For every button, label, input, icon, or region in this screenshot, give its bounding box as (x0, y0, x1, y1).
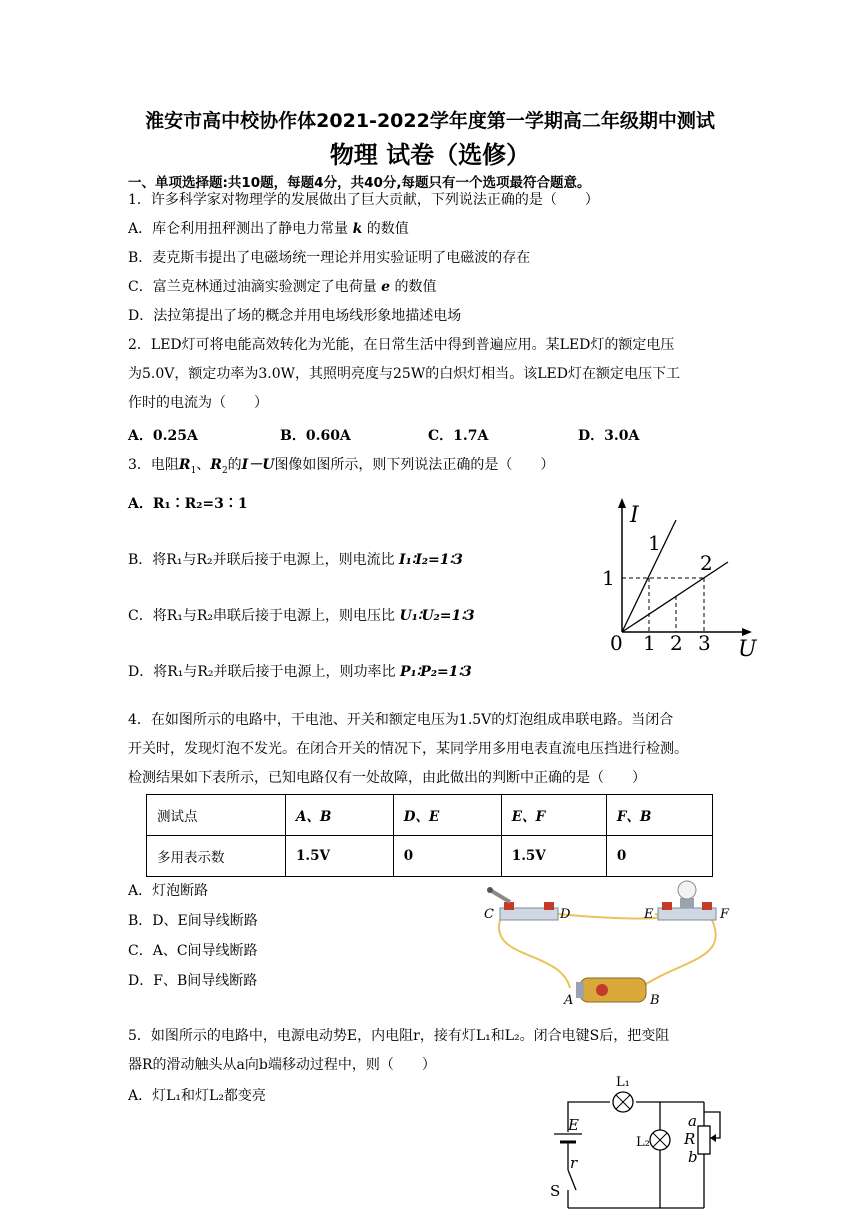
table-header-cell: E、F (501, 795, 606, 836)
q3-stem-end: 图像如图所示，则下列说法正确的是（ ） (274, 457, 555, 473)
label-d: D (560, 907, 571, 922)
q5-line1: 5．如图所示的电路中，电源电动势E，内电阻r，接有灯L₁和L₂。闭合电键S后，把变阻 (128, 1028, 670, 1044)
table-cell: 1.5V (501, 836, 606, 877)
q3-stem: 3．电阻$R_1$、$R_2$的I－U图像如图所示，则下列说法正确的是（ ） (128, 457, 555, 476)
line-2-label: 2 (700, 551, 713, 575)
battery-cap (576, 982, 584, 998)
wire-f-b (640, 920, 716, 988)
q5-circuit-figure (540, 1072, 750, 1212)
q2-line1: 2．LED灯可将电能高效转化为光能，在日常生活中得到普遍应用。某LED灯的额定电压 (128, 337, 675, 353)
label-l1: L₁ (616, 1075, 630, 1090)
q1-option-c-var: e (381, 279, 391, 295)
origin-label: 0 (610, 631, 623, 655)
switch-knob (487, 887, 493, 893)
table-cell: 1.5V (286, 836, 394, 877)
exam-subtitle: 物理 试卷（选修） (329, 141, 531, 169)
q3-option-a: A．R₁∶R₂=3∶1 (128, 496, 248, 512)
switch-terminal-d (544, 902, 554, 910)
x-tick-3: 3 (698, 631, 711, 655)
q3-option-d-ratio: P₁∶P₂=1∶3 (399, 664, 472, 680)
q4-line1: 4．在如图所示的电路中，干电池、开关和额定电压为1.5V的灯泡组成串联电路。当闭合 (128, 712, 674, 728)
q5-option-a: A．灯L₁和灯L₂都变亮 (128, 1088, 266, 1104)
label-b: b (688, 1148, 698, 1166)
q2-option-a: A．0.25A (128, 428, 198, 444)
section-heading: 一、单项选择题:共10题，每题4分，共40分,每题只有一个选项最符合题意。 (128, 175, 591, 191)
q1-option-a-var: k (352, 221, 363, 237)
q2-line3: 作时的电流为（ ） (128, 395, 268, 411)
q3-stem-mid: 的 (227, 457, 242, 473)
q1-option-b: B．麦克斯韦提出了电磁场统一理论并用实验证明了电磁波的存在 (128, 250, 531, 266)
q3-option-d (128, 661, 472, 681)
switch-blade (568, 1170, 576, 1190)
q5-line2: 器R的滑动触头从a向b端移动过程中，则（ ） (128, 1057, 436, 1073)
label-a: a (688, 1112, 697, 1130)
lamp-terminal-e (662, 902, 672, 910)
q3-stem-sep: 、 (196, 457, 211, 473)
rheostat-r (698, 1126, 710, 1154)
q3-option-b-text: B．将R₁与R₂并联后接于电源上，则电流比 (128, 552, 395, 568)
wire-c-a (499, 920, 570, 988)
q3-option-d-text: D．将R₁与R₂并联后接于电源上，则功率比 (128, 664, 396, 680)
q3-option-b-ratio: I₁∶I₂=1∶3 (399, 552, 463, 568)
q2-option-d: D．3.0A (578, 428, 640, 444)
q4-option-b: B．D、E间导线断路 (128, 913, 258, 929)
lamp-terminal-f (702, 902, 712, 910)
q3-option-b (128, 549, 463, 569)
lamp-bulb (678, 881, 696, 899)
q2-line2: 为5.0V，额定功率为3.0W，其照明亮度与25W的白炽灯相当。该LED灯在额定电压下工 (128, 366, 680, 382)
q1-option-a (128, 218, 409, 238)
exam-title: 淮安市高中校协作体2021-2022学年度第一学期高二年级期中测试 (145, 110, 715, 132)
q3-stem-iu: I－U (241, 457, 275, 473)
x-tick-2: 2 (670, 631, 683, 655)
q4-line3: 检测结果如下表所示，已知电路仅有一处故障，由此做出的判断中正确的是（ ） (128, 770, 646, 786)
q3-option-c (128, 605, 475, 625)
label-a: A (564, 993, 574, 1008)
table-row (147, 795, 713, 836)
table-header-cell: A、B (286, 795, 394, 836)
y-axis-arrow (618, 498, 626, 508)
label-l2: L₂ (636, 1135, 650, 1150)
label-e: E (644, 907, 654, 922)
q4-option-d: D．F、B间导线断路 (128, 973, 258, 989)
q3-stem-pre: 3．电阻 (128, 457, 179, 473)
y-tick-1: 1 (602, 566, 615, 590)
q1-option-a-end: 的数值 (366, 221, 409, 237)
switch-lever (490, 890, 510, 902)
q2-option-b: B．0.60A (280, 428, 351, 444)
table-header-cell: F、B (606, 795, 712, 836)
rheostat-slider-arrow (710, 1134, 716, 1142)
battery-plus-mark (596, 984, 608, 996)
x-axis-label: U (738, 637, 757, 662)
label-r: r (570, 1154, 578, 1172)
q2-option-c: C．1.7A (428, 428, 489, 444)
iu-graph (596, 494, 776, 664)
table-row (147, 836, 713, 877)
q1-option-a-text: A．库仑利用扭秤测出了静电力常量 (128, 221, 349, 237)
q4-line2: 开关时，发现灯泡不发光。在闭合开关的情况下，某同学用多用电表直流电压挡进行检测。 (128, 741, 688, 757)
x-tick-1: 1 (643, 631, 656, 655)
table-header-cell: 测试点 (147, 795, 286, 836)
table-cell: 0 (393, 836, 501, 877)
q4-option-a: A．灯泡断路 (128, 883, 209, 899)
q3-option-c-text: C．将R₁与R₂串联后接于电源上，则电压比 (128, 608, 396, 624)
q4-table (146, 794, 713, 877)
label-e: E (568, 1116, 579, 1134)
table-header-cell: D、E (393, 795, 501, 836)
table-row-label: 多用表示数 (147, 836, 286, 877)
line-1-label: 1 (648, 531, 661, 555)
y-axis-label: I (630, 503, 639, 528)
label-s: S (550, 1182, 561, 1200)
q3-r1: R (178, 457, 191, 473)
battery (580, 978, 646, 1002)
q4-option-c: C．A、C间导线断路 (128, 943, 258, 959)
q1-option-c (128, 276, 437, 296)
x-axis-arrow (742, 628, 752, 636)
label-b: B (650, 993, 660, 1008)
q1-option-c-end: 的数值 (394, 279, 437, 295)
q1-stem: 1．许多科学家对物理学的发展做出了巨大贡献，下列说法正确的是（ ） (128, 192, 599, 208)
q1-option-d: D．法拉第提出了场的概念并用电场线形象地描述电场 (128, 308, 462, 324)
label-rheostat: R (684, 1130, 696, 1148)
table-cell: 0 (606, 836, 712, 877)
label-f: F (720, 907, 730, 922)
q4-circuit-figure (480, 880, 740, 1010)
q1-option-c-text: C．富兰克林通过油滴实验测定了电荷量 (128, 279, 377, 295)
label-c: C (484, 907, 494, 922)
q3-option-c-ratio: U₁∶U₂=1∶3 (399, 608, 475, 624)
